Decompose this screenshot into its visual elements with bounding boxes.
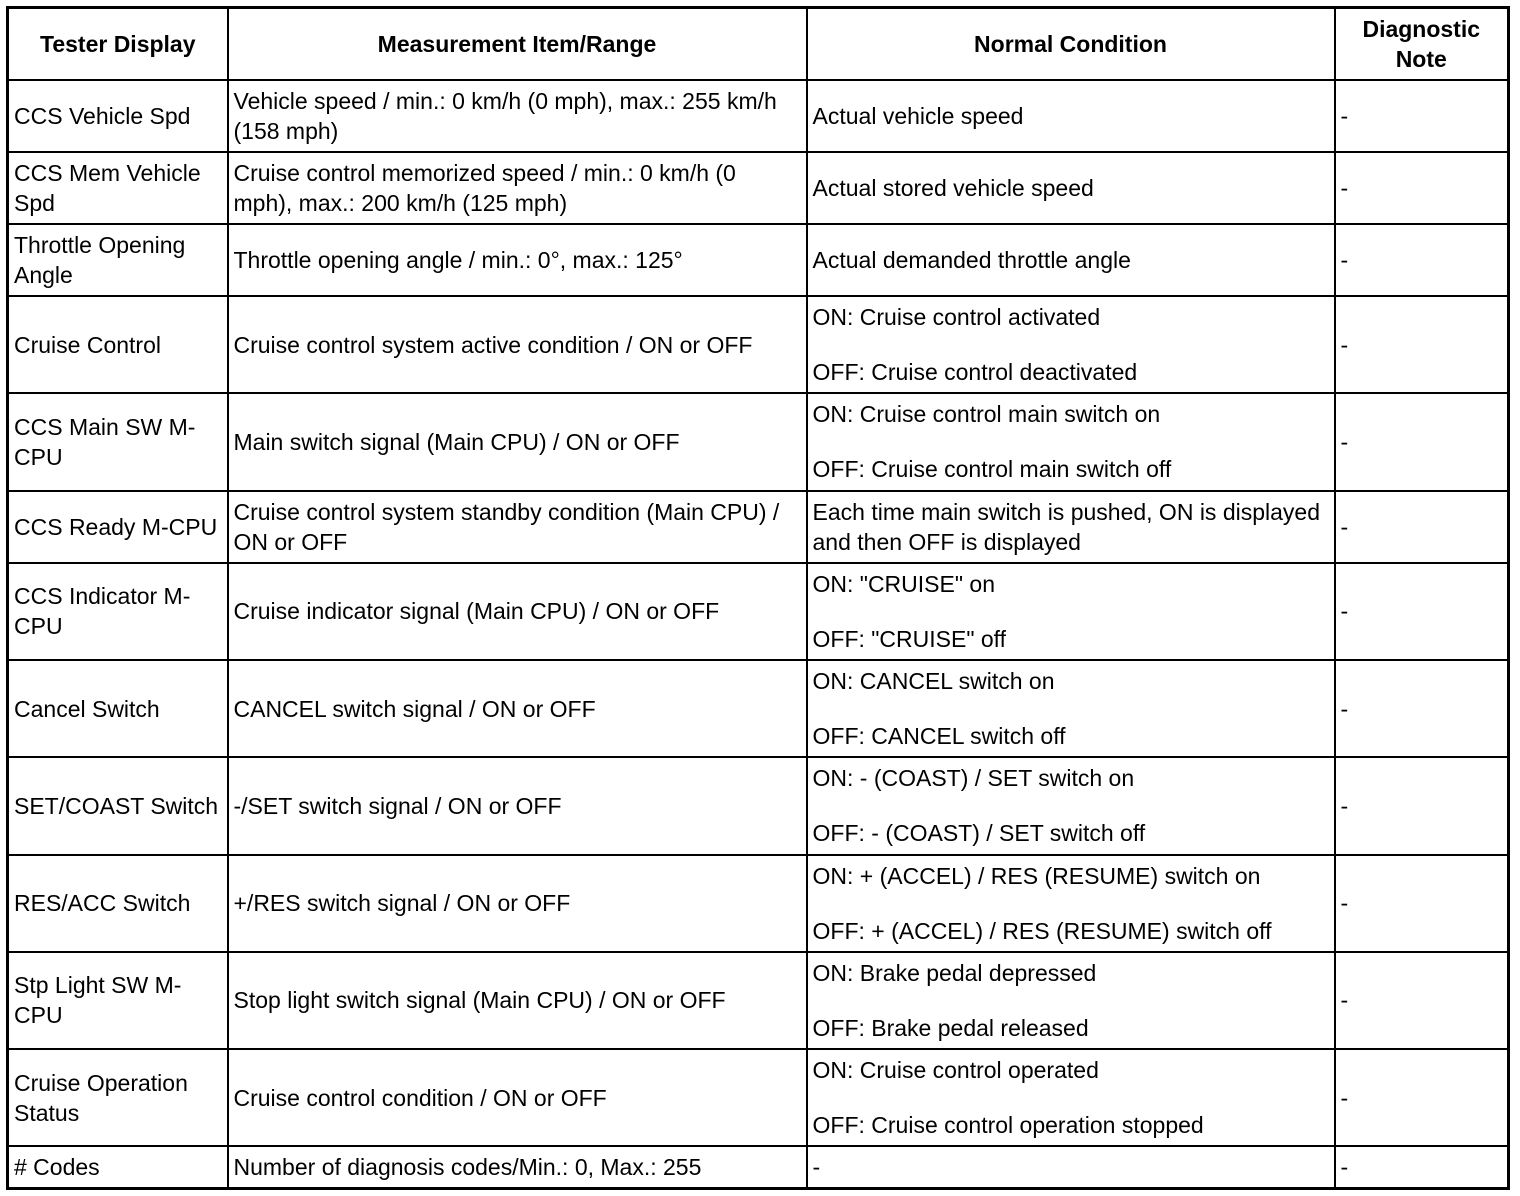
normal-condition-line: Actual vehicle speed bbox=[812, 102, 1024, 129]
cell-diagnostic-note: - bbox=[1335, 855, 1509, 952]
diagnostic-data-table bbox=[6, 6, 1510, 1190]
cell-normal-condition bbox=[807, 1049, 1335, 1146]
cell-diagnostic-note: - bbox=[1335, 224, 1509, 296]
cell-tester-display: CCS Main SW M-CPU bbox=[8, 393, 228, 490]
cell-diagnostic-note: - bbox=[1335, 952, 1509, 1049]
cell-normal-condition bbox=[807, 563, 1335, 660]
normal-condition-line: OFF: "CRUISE" off bbox=[812, 625, 1007, 652]
table-row bbox=[8, 952, 1509, 1049]
normal-condition-line: OFF: Cruise control main switch off bbox=[812, 456, 1172, 483]
cell-diagnostic-note: - bbox=[1335, 1146, 1509, 1188]
cell-diagnostic-note: - bbox=[1335, 1049, 1509, 1146]
normal-condition-line: OFF: + (ACCEL) / RES (RESUME) switch off bbox=[812, 917, 1272, 944]
cell-diagnostic-note: - bbox=[1335, 393, 1509, 490]
cell-normal-condition bbox=[807, 491, 1335, 563]
header-measurement-item: Measurement Item/Range bbox=[228, 8, 807, 80]
cell-normal-condition bbox=[807, 757, 1335, 854]
cell-tester-display: CCS Mem Vehicle Spd bbox=[8, 152, 228, 224]
table-header-row bbox=[8, 8, 1509, 80]
normal-condition-line: OFF: CANCEL switch off bbox=[812, 723, 1066, 750]
cell-measurement-item: Cruise control system active condition / ON or OFF bbox=[228, 296, 807, 393]
cell-measurement-item: -/SET switch signal / ON or OFF bbox=[228, 757, 807, 854]
table-row bbox=[8, 563, 1509, 660]
cell-normal-condition bbox=[807, 855, 1335, 952]
cell-tester-display: Cruise Operation Status bbox=[8, 1049, 228, 1146]
normal-condition-line: OFF: Brake pedal released bbox=[812, 1014, 1089, 1041]
normal-condition-line: ON: CANCEL switch on bbox=[812, 668, 1055, 695]
cell-normal-condition bbox=[807, 1146, 1335, 1188]
header-diagnostic-note: Diagnostic Note bbox=[1335, 8, 1509, 80]
table-row bbox=[8, 393, 1509, 490]
table-row bbox=[8, 757, 1509, 854]
table-row bbox=[8, 224, 1509, 296]
normal-condition-line: Each time main switch is pushed, ON is displayed and then OFF is displayed bbox=[812, 498, 1320, 555]
normal-condition-line: ON: - (COAST) / SET switch on bbox=[812, 765, 1135, 792]
cell-tester-display: CCS Ready M-CPU bbox=[8, 491, 228, 563]
cell-normal-condition bbox=[807, 393, 1335, 490]
normal-condition-line: Actual demanded throttle angle bbox=[812, 246, 1131, 273]
normal-condition-line: ON: Cruise control operated bbox=[812, 1057, 1099, 1084]
cell-measurement-item: Stop light switch signal (Main CPU) / ON or OFF bbox=[228, 952, 807, 1049]
cell-normal-condition bbox=[807, 152, 1335, 224]
table-row bbox=[8, 80, 1509, 152]
table-row bbox=[8, 1146, 1509, 1188]
table-row bbox=[8, 660, 1509, 757]
normal-condition-line: ON: Cruise control main switch on bbox=[812, 401, 1161, 428]
normal-condition-line: ON: "CRUISE" on bbox=[812, 570, 995, 597]
cell-tester-display: Throttle Opening Angle bbox=[8, 224, 228, 296]
cell-tester-display: # Codes bbox=[8, 1146, 228, 1188]
table-row bbox=[8, 152, 1509, 224]
normal-condition-line: ON: Brake pedal depressed bbox=[812, 959, 1097, 986]
cell-measurement-item: Throttle opening angle / min.: 0°, max.: 125° bbox=[228, 224, 807, 296]
cell-normal-condition bbox=[807, 296, 1335, 393]
header-normal-condition: Normal Condition bbox=[807, 8, 1335, 80]
normal-condition-line: - bbox=[812, 1154, 821, 1181]
table-row bbox=[8, 1049, 1509, 1146]
cell-normal-condition bbox=[807, 80, 1335, 152]
table-row bbox=[8, 296, 1509, 393]
cell-measurement-item: Cruise control memorized speed / min.: 0 km/h (0 mph), max.: 200 km/h (125 mph) bbox=[228, 152, 807, 224]
cell-tester-display: Cancel Switch bbox=[8, 660, 228, 757]
normal-condition-line: Actual stored vehicle speed bbox=[812, 174, 1094, 201]
cell-diagnostic-note: - bbox=[1335, 563, 1509, 660]
normal-condition-line: OFF: Cruise control operation stopped bbox=[812, 1112, 1204, 1139]
cell-measurement-item: Number of diagnosis codes/Min.: 0, Max.: 255 bbox=[228, 1146, 807, 1188]
normal-condition-line: OFF: Cruise control deactivated bbox=[812, 359, 1138, 386]
cell-diagnostic-note: - bbox=[1335, 757, 1509, 854]
table-body bbox=[8, 80, 1509, 1189]
normal-condition-line: ON: + (ACCEL) / RES (RESUME) switch on bbox=[812, 862, 1261, 889]
table-row bbox=[8, 491, 1509, 563]
cell-measurement-item: Cruise indicator signal (Main CPU) / ON or OFF bbox=[228, 563, 807, 660]
cell-diagnostic-note: - bbox=[1335, 491, 1509, 563]
cell-measurement-item: Cruise control system standby condition (Main CPU) / ON or OFF bbox=[228, 491, 807, 563]
cell-measurement-item: Main switch signal (Main CPU) / ON or OFF bbox=[228, 393, 807, 490]
cell-tester-display: CCS Indicator M-CPU bbox=[8, 563, 228, 660]
normal-condition-line: OFF: - (COAST) / SET switch off bbox=[812, 820, 1146, 847]
cell-diagnostic-note: - bbox=[1335, 152, 1509, 224]
header-tester-display: Tester Display bbox=[8, 8, 228, 80]
cell-measurement-item: Vehicle speed / min.: 0 km/h (0 mph), max.: 255 km/h (158 mph) bbox=[228, 80, 807, 152]
cell-tester-display: RES/ACC Switch bbox=[8, 855, 228, 952]
cell-tester-display: CCS Vehicle Spd bbox=[8, 80, 228, 152]
cell-measurement-item: CANCEL switch signal / ON or OFF bbox=[228, 660, 807, 757]
cell-normal-condition bbox=[807, 660, 1335, 757]
cell-diagnostic-note: - bbox=[1335, 296, 1509, 393]
normal-condition-line: ON: Cruise control activated bbox=[812, 304, 1101, 331]
cell-normal-condition bbox=[807, 952, 1335, 1049]
cell-measurement-item: +/RES switch signal / ON or OFF bbox=[228, 855, 807, 952]
cell-normal-condition bbox=[807, 224, 1335, 296]
cell-diagnostic-note: - bbox=[1335, 660, 1509, 757]
cell-diagnostic-note: - bbox=[1335, 80, 1509, 152]
table-row bbox=[8, 855, 1509, 952]
cell-tester-display: Stp Light SW M-CPU bbox=[8, 952, 228, 1049]
cell-tester-display: SET/COAST Switch bbox=[8, 757, 228, 854]
cell-measurement-item: Cruise control condition / ON or OFF bbox=[228, 1049, 807, 1146]
cell-tester-display: Cruise Control bbox=[8, 296, 228, 393]
